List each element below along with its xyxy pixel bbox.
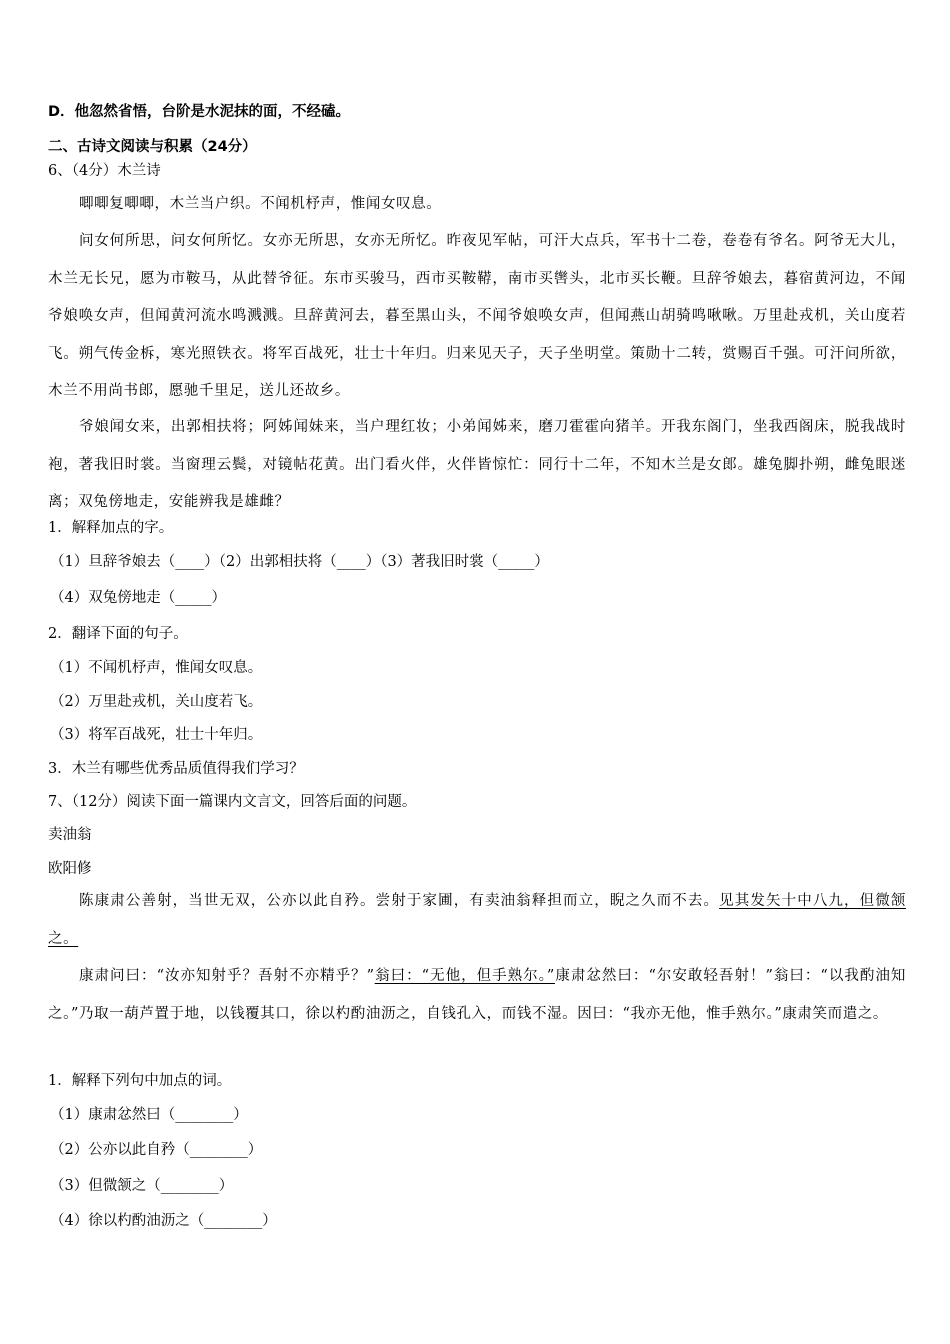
question-7-header: 7、（12分）阅读下面一篇课内文言文，回答后面的问题。: [48, 794, 417, 810]
q7-sub-1-item: （2）公亦以此自矜（________）: [50, 1142, 263, 1158]
passage-text: 陈康肃公善射，当世无双，公亦以此自矜。尝射于家圃，有卖油翁释担而立，睨之久而不去。: [79, 893, 720, 909]
option-d: D．他忽然省悟，台阶是水泥抹的面，不经磕。: [48, 104, 351, 120]
passage-text: 康肃问曰：“汝亦知射乎？吾射不亦精乎？”: [79, 968, 375, 984]
q6-sub-1: 1．解释加点的字。: [48, 520, 174, 536]
q6-sub-1-item: （1）旦辞爷娘去（____）（2）出郭相扶将（____）（3）著我旧时裳（_____）: [50, 554, 549, 570]
poem-paragraph-3: 爷娘闻女来，出郭相扶将；阿姊闻妹来，当户理红妆；小弟闻姊来，磨刀霍霍向猪羊。开我东阁门，坐我西阁床，脱我战时袍，著我旧时裳。当窗理云鬓，对镜帖花黄。出门看火伴，火伴皆惊忙：同行十二年，不知木兰是女郎。雄兔脚扑朔，雌兔眼迷离；双兔傍地走，安能辨我是雄雌？: [48, 419, 906, 510]
passage-paragraph-2: [48, 958, 906, 1033]
q6-sub-2-item: （1）不闻机杼声，惟闻女叹息。: [50, 660, 263, 676]
poem-paragraph-1: 唧唧复唧唧，木兰当户织。不闻机杼声，惟闻女叹息。: [79, 196, 442, 212]
q7-sub-1-item: （4）徐以杓酌油沥之（________）: [50, 1213, 277, 1229]
passage-author: 欧阳修: [48, 861, 92, 877]
passage-paragraph-1: [48, 883, 906, 958]
q6-sub-2-item: （3）将军百战死，壮士十年归。: [50, 727, 263, 743]
question-6-header: 6、（4分）木兰诗: [48, 163, 161, 179]
section-heading: 二、古诗文阅读与积累（24分）: [48, 139, 257, 155]
q7-sub-1: 1．解释下列句中加点的词。: [48, 1073, 232, 1089]
q7-sub-1-item: （1）康肃忿然曰（________）: [50, 1107, 248, 1123]
q6-sub-1-item: （4）双兔傍地走（_____）: [50, 590, 226, 606]
q7-sub-1-item: （3）但微颔之（________）: [50, 1178, 234, 1194]
underlined-sentence: 见其发矢十中八九，但微颔之。: [48, 893, 906, 947]
underlined-sentence: 翁曰：“无他，但手熟尔。”: [374, 968, 555, 984]
q6-sub-2: 2．翻译下面的句子。: [48, 626, 188, 642]
q6-sub-3: 3．木兰有哪些优秀品质值得我们学习？: [48, 761, 304, 777]
q6-sub-2-item: （2）万里赴戎机，关山度若飞。: [50, 694, 263, 710]
poem-paragraph-2: 问女何所思，问女何所忆。女亦无所思，女亦无所忆。昨夜见军帖，可汗大点兵，军书十二卷，卷卷有爷名。阿爷无大儿，木兰无长兄，愿为市鞍马，从此替爷征。东市买骏马，西市买鞍鞯，南市买辔头，北市买长鞭。旦辞爷娘去，暮宿黄河边，不闻爷娘唤女声，但闻黄河流水鸣溅溅。旦辞黄河去，暮至黑山头，不闻爷娘唤女声，但闻燕山胡骑鸣啾啾。万里赴戎机，关山度若飞。朔气传金柝，寒光照铁衣。将军百战死，壮士十年归。归来见天子，天子坐明堂。策勋十二转，赏赐百千强。可汗问所欲，木兰不用尚书郎，愿驰千里足，送儿还故乡。: [48, 233, 906, 399]
passage-text: 康肃忿然曰：“尔安敢轻吾射！”翁曰：“以我酌油知之。”乃取一葫芦置于地，以钱覆其口，徐以杓酌油沥之，自钱孔入，而钱不湿。因曰：“我亦无他，惟手熟尔。”康肃笑而遣之。: [48, 968, 907, 1022]
passage-title: 卖油翁: [48, 827, 92, 843]
